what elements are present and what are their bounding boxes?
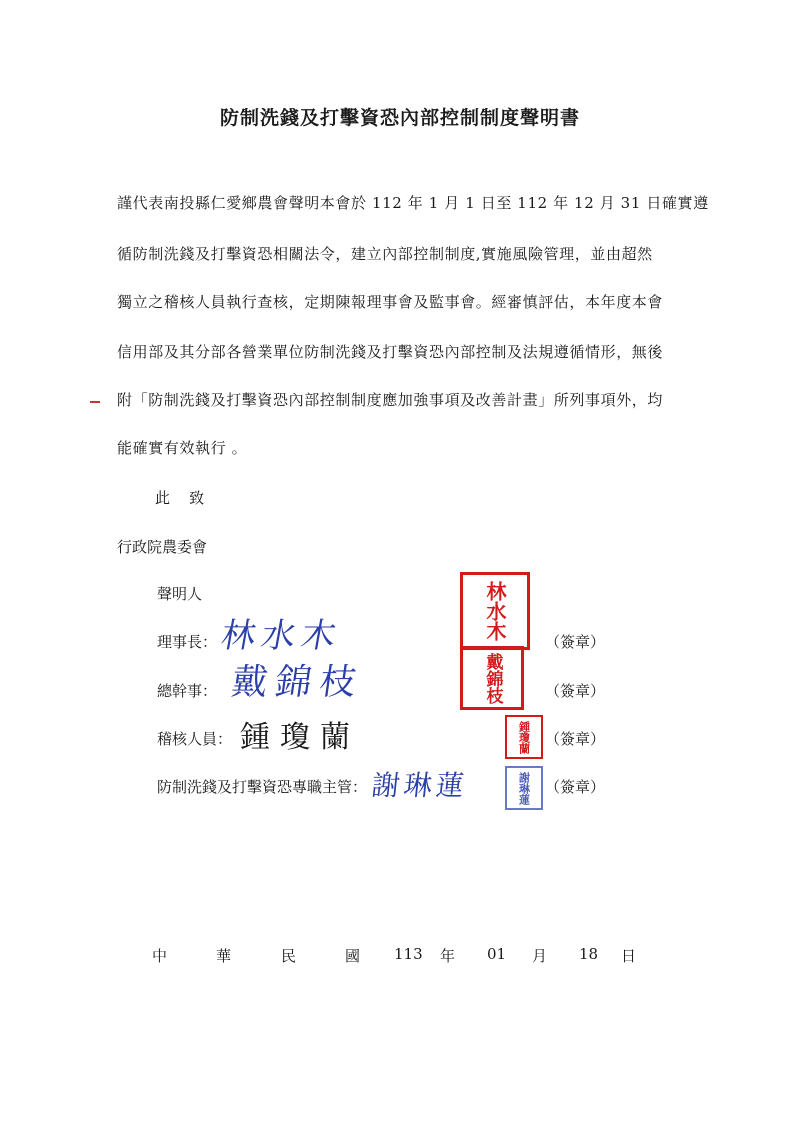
- auditor-signature: 鍾瓊蘭: [240, 720, 360, 755]
- general-manager-seal: 戴錦枝: [460, 646, 524, 710]
- aml-officer-seal-note: （簽章）: [545, 778, 606, 796]
- date-zhong: 中: [152, 947, 168, 965]
- auditor-label: 稽核人員：: [157, 730, 233, 748]
- body-line-5: 附「防制洗錢及打擊資恐內部控制制度應加強事項及改善計畫」所列事項外，均: [117, 391, 664, 409]
- date-year-label: 年: [440, 947, 456, 965]
- closing-salutation: 此 致: [155, 489, 205, 507]
- aml-officer-seal: 謝琳蓮: [505, 766, 543, 810]
- chairman-signature: 林水木: [217, 616, 345, 656]
- auditor-seal-note: （簽章）: [545, 730, 606, 748]
- aml-officer-label: 防制洗錢及打擊資恐專職主管：: [157, 778, 368, 796]
- document-title: 防制洗錢及打擊資恐內部控制制度聲明書: [219, 107, 580, 129]
- date-month-value: 01: [487, 945, 507, 963]
- date-year-value: 113: [394, 945, 423, 963]
- chairman-label: 理事長：: [157, 633, 218, 651]
- date-hua: 華: [216, 947, 232, 965]
- recipient: 行政院農委會: [117, 538, 208, 556]
- margin-mark: [90, 401, 100, 403]
- body-line-6: 能確實有效執行 。: [117, 439, 248, 457]
- body-line-3: 獨立之稽核人員執行查核，定期陳報理事會及監事會。經審慎評估，本年度本會: [117, 293, 664, 311]
- date-day-label: 日: [621, 947, 637, 965]
- body-line-1: 謹代表南投縣仁愛鄉農會聲明本會於 112 年 1 月 1 日至 112 年 12 月 31 日確實遵: [117, 194, 709, 212]
- chairman-seal: 林水木: [460, 572, 530, 650]
- auditor-seal: 鍾瓊蘭: [505, 715, 543, 759]
- declarant-label: 聲明人: [157, 585, 203, 603]
- general-manager-signature: 戴錦枝: [228, 662, 367, 703]
- chairman-seal-note: （簽章）: [545, 633, 606, 651]
- date-guo: 國: [345, 947, 361, 965]
- date-day-value: 18: [579, 945, 599, 963]
- aml-officer-signature: 謝琳蓮: [370, 769, 470, 802]
- body-line-4: 信用部及其分部各營業單位防制洗錢及打擊資恐內部控制及法規遵循情形，無後: [117, 343, 664, 361]
- general-manager-seal-note: （簽章）: [545, 682, 606, 700]
- date-month-label: 月: [532, 947, 548, 965]
- general-manager-label: 總幹事：: [157, 682, 218, 700]
- date-min: 民: [281, 947, 297, 965]
- body-line-2: 循防制洗錢及打擊資恐相關法令，建立內部控制制度,實施風險管理，並由超然: [117, 245, 653, 263]
